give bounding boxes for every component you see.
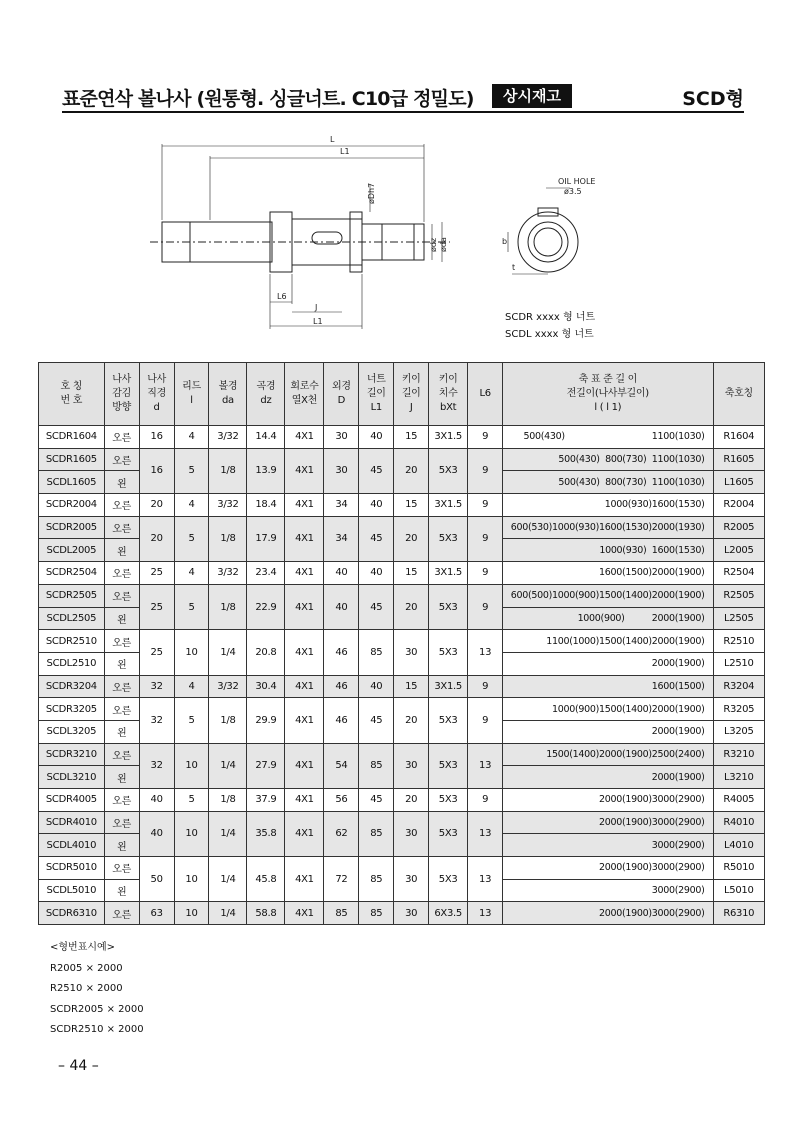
- cell-shaft: L3210: [713, 766, 764, 789]
- cell-std-length: 2000(1900)3000(2900): [503, 789, 714, 812]
- cell-hand: 왼: [104, 879, 139, 902]
- page-header: [62, 84, 744, 110]
- cell-da: 1/4: [209, 743, 247, 788]
- cell-std-length: 1600(1500): [503, 675, 714, 698]
- cell-code: SCDL1605: [39, 471, 105, 494]
- cell-std-length: 1500(1400)2000(1900)2500(2400): [503, 743, 714, 766]
- cell-code: SCDR4010: [39, 811, 105, 834]
- example-item: R2510 × 2000: [50, 983, 123, 994]
- cell-l6: 13: [468, 902, 503, 925]
- cell-l6: 9: [468, 448, 503, 493]
- table-row: [39, 516, 765, 539]
- table-row: [39, 448, 765, 471]
- cell-hand: 오른: [104, 698, 139, 721]
- cell-d: 32: [139, 698, 174, 743]
- cell-j: 15: [394, 675, 429, 698]
- cell-cir: 4X1: [285, 902, 324, 925]
- cell-code: SCDR3204: [39, 675, 105, 698]
- cell-bt: 6X3.5: [429, 902, 468, 925]
- table-row: [39, 789, 765, 812]
- cell-d: 16: [139, 426, 174, 449]
- cell-dz: 13.9: [247, 448, 285, 493]
- cell-j: 15: [394, 494, 429, 517]
- cell-shaft: L2505: [713, 607, 764, 630]
- cell-std-length: 500(430) 800(730) 1100(1030): [503, 448, 714, 471]
- dim-b: b: [502, 237, 508, 246]
- dim-D: øDh7: [367, 182, 376, 204]
- th-keylen: 키이 길이 J: [394, 363, 429, 426]
- cell-code: SCDR5010: [39, 857, 105, 880]
- cell-j: 30: [394, 743, 429, 788]
- table-row: [39, 494, 765, 517]
- cell-j: 20: [394, 584, 429, 629]
- cell-std-length: 3000(2900): [503, 834, 714, 857]
- cell-da: 1/4: [209, 902, 247, 925]
- cell-l1: 85: [359, 743, 394, 788]
- cell-shaft: R5010: [713, 857, 764, 880]
- cell-bt: 3X1.5: [429, 675, 468, 698]
- cell-da: 1/8: [209, 789, 247, 812]
- th-hand: 나사 감김 방향: [104, 363, 139, 426]
- cell-d: 25: [139, 562, 174, 585]
- cell-hand: 왼: [104, 539, 139, 562]
- cell-l1: 45: [359, 698, 394, 743]
- cell-da: 1/8: [209, 584, 247, 629]
- cell-l6: 9: [468, 426, 503, 449]
- cell-hand: 오른: [104, 516, 139, 539]
- cell-d: 32: [139, 743, 174, 788]
- nut-caption-r: SCDR xxxx 형 너트: [505, 312, 596, 323]
- cell-l1: 40: [359, 494, 394, 517]
- cell-hand: 오른: [104, 630, 139, 653]
- cell-std-length: 1000(930)1600(1530): [503, 494, 714, 517]
- cell-hand: 오른: [104, 426, 139, 449]
- page-number: – 44 –: [58, 1058, 99, 1074]
- cell-cir: 4X1: [285, 675, 324, 698]
- cell-lead: 10: [174, 743, 209, 788]
- dim-dz: ødz: [429, 237, 438, 252]
- cell-code: SCDR3205: [39, 698, 105, 721]
- table-row: [39, 584, 765, 607]
- dim-J: J: [315, 303, 318, 312]
- cell-std-length: 1600(1500)2000(1900): [503, 562, 714, 585]
- cell-cir: 4X1: [285, 516, 324, 561]
- cell-std-length: 600(500)1000(900)1500(1400)2000(1900): [503, 584, 714, 607]
- cell-l6: 13: [468, 743, 503, 788]
- cell-cir: 4X1: [285, 743, 324, 788]
- table-row: [39, 426, 765, 449]
- cell-bt: 5X3: [429, 584, 468, 629]
- page-title: 표준연삭 볼나사 (원통형. 싱글너트. C10급 정밀도): [62, 88, 474, 110]
- cell-code: SCDL2510: [39, 652, 105, 675]
- cell-std-length: 2000(1900)3000(2900): [503, 902, 714, 925]
- cell-d: 40: [324, 562, 359, 585]
- table-row: [39, 902, 765, 925]
- cell-code: SCDL3210: [39, 766, 105, 789]
- cell-code: SCDR2005: [39, 516, 105, 539]
- cell-shaft: R3204: [713, 675, 764, 698]
- dim-t: t: [512, 263, 516, 272]
- cell-hand: 오른: [104, 675, 139, 698]
- cell-hand: 오른: [104, 902, 139, 925]
- cell-hand: 왼: [104, 607, 139, 630]
- cell-d: 20: [139, 516, 174, 561]
- cell-std-length: 2000(1900): [503, 766, 714, 789]
- cell-d: 54: [324, 743, 359, 788]
- table-row: [39, 698, 765, 721]
- cell-code: SCDR2004: [39, 494, 105, 517]
- cell-d: 32: [139, 675, 174, 698]
- cell-std-length: 1000(900) 2000(1900): [503, 607, 714, 630]
- cell-cir: 4X1: [285, 811, 324, 856]
- cell-hand: 왼: [104, 766, 139, 789]
- cell-dz: 14.4: [247, 426, 285, 449]
- cell-cir: 4X1: [285, 698, 324, 743]
- cell-code: SCDR2505: [39, 584, 105, 607]
- cell-code: SCDR6310: [39, 902, 105, 925]
- cell-da: 3/32: [209, 494, 247, 517]
- cell-l1: 85: [359, 902, 394, 925]
- cell-shaft: R2504: [713, 562, 764, 585]
- cell-bt: 5X3: [429, 698, 468, 743]
- cell-da: 1/4: [209, 857, 247, 902]
- cell-bt: 5X3: [429, 516, 468, 561]
- cell-shaft: L1605: [713, 471, 764, 494]
- cell-bt: 5X3: [429, 448, 468, 493]
- cell-d: 40: [324, 584, 359, 629]
- cell-d: 25: [139, 630, 174, 675]
- cell-std-length: 500(430) 800(730) 1100(1030): [503, 471, 714, 494]
- dim-da: øda: [439, 237, 448, 252]
- th-od: 외경 D: [324, 363, 359, 426]
- cell-code: SCDL2505: [39, 607, 105, 630]
- cell-dz: 17.9: [247, 516, 285, 561]
- cell-da: 3/32: [209, 675, 247, 698]
- cell-hand: 오른: [104, 811, 139, 834]
- cell-d: 40: [139, 811, 174, 856]
- cell-d: 46: [324, 698, 359, 743]
- cell-cir: 4X1: [285, 448, 324, 493]
- header-rule: [62, 111, 744, 113]
- example-item: R2005 × 2000: [50, 962, 123, 974]
- cell-code: SCDL2005: [39, 539, 105, 562]
- table-row: [39, 630, 765, 653]
- cell-d: 50: [139, 857, 174, 902]
- cell-std-length: 2000(1900): [503, 720, 714, 743]
- cell-code: SCDR2510: [39, 630, 105, 653]
- cell-cir: 4X1: [285, 630, 324, 675]
- cell-lead: 5: [174, 584, 209, 629]
- cell-hand: 왼: [104, 652, 139, 675]
- cell-j: 30: [394, 902, 429, 925]
- cell-code: SCDR1605: [39, 448, 105, 471]
- cell-cir: 4X1: [285, 584, 324, 629]
- cell-j: 20: [394, 448, 429, 493]
- cell-dz: 27.9: [247, 743, 285, 788]
- cell-lead: 5: [174, 516, 209, 561]
- th-dia: 나사 직경 d: [139, 363, 174, 426]
- cell-shaft: L4010: [713, 834, 764, 857]
- cell-lead: 10: [174, 902, 209, 925]
- cell-l6: 13: [468, 811, 503, 856]
- cell-d: 30: [324, 448, 359, 493]
- cell-da: 1/8: [209, 516, 247, 561]
- stock-badge: 상시재고: [492, 84, 572, 108]
- cell-d: 16: [139, 448, 174, 493]
- cell-l1: 40: [359, 675, 394, 698]
- cell-da: 1/4: [209, 811, 247, 856]
- cell-l1: 40: [359, 426, 394, 449]
- example-item: SCDR2005 × 2000: [50, 1003, 144, 1015]
- cell-shaft: L5010: [713, 879, 764, 902]
- cell-dz: 29.9: [247, 698, 285, 743]
- cell-lead: 4: [174, 426, 209, 449]
- cell-shaft: R1605: [713, 448, 764, 471]
- cell-j: 20: [394, 516, 429, 561]
- cell-hand: 오른: [104, 584, 139, 607]
- cell-shaft: R6310: [713, 902, 764, 925]
- cell-hand: 오른: [104, 857, 139, 880]
- cell-bt: 5X3: [429, 789, 468, 812]
- cell-dz: 20.8: [247, 630, 285, 675]
- cell-da: 3/32: [209, 426, 247, 449]
- cell-l1: 40: [359, 562, 394, 585]
- cell-d: 40: [139, 789, 174, 812]
- cell-shaft: R3205: [713, 698, 764, 721]
- th-code: 호 칭 번 호: [39, 363, 105, 426]
- cell-code: SCDL4010: [39, 834, 105, 857]
- th-keysize: 키이 치수 bXt: [429, 363, 468, 426]
- cell-d: 62: [324, 811, 359, 856]
- cell-d: 72: [324, 857, 359, 902]
- cell-lead: 10: [174, 630, 209, 675]
- cell-shaft: R2505: [713, 584, 764, 607]
- cell-code: SCDR2504: [39, 562, 105, 585]
- dim-L1: L1: [340, 147, 350, 156]
- cell-l1: 45: [359, 789, 394, 812]
- cell-l6: 9: [468, 494, 503, 517]
- cell-std-length: 2000(1900): [503, 652, 714, 675]
- cell-bt: 3X1.5: [429, 494, 468, 517]
- th-nutlen: 너트 길이 L1: [359, 363, 394, 426]
- cell-std-length: 1000(930) 1600(1530): [503, 539, 714, 562]
- cell-shaft: L2510: [713, 652, 764, 675]
- cell-bt: 5X3: [429, 857, 468, 902]
- cell-lead: 4: [174, 494, 209, 517]
- oil-hole-label: OIL HOLE: [558, 177, 596, 186]
- cell-bt: 3X1.5: [429, 426, 468, 449]
- cell-j: 30: [394, 630, 429, 675]
- th-root: 곡경 dz: [247, 363, 285, 426]
- cell-d: 63: [139, 902, 174, 925]
- th-shaft: 축호칭: [713, 363, 764, 426]
- cell-dz: 58.8: [247, 902, 285, 925]
- cell-dz: 22.9: [247, 584, 285, 629]
- cell-l1: 85: [359, 857, 394, 902]
- cell-hand: 오른: [104, 789, 139, 812]
- cell-dz: 37.9: [247, 789, 285, 812]
- designation-examples: [50, 938, 144, 1041]
- table-row: [39, 811, 765, 834]
- cell-d: 46: [324, 630, 359, 675]
- cell-dz: 30.4: [247, 675, 285, 698]
- cell-j: 30: [394, 811, 429, 856]
- th-lead: 리드 l: [174, 363, 209, 426]
- cell-lead: 5: [174, 448, 209, 493]
- cell-j: 30: [394, 857, 429, 902]
- cell-std-length: 3000(2900): [503, 879, 714, 902]
- spec-table: [38, 362, 765, 925]
- cell-l6: 9: [468, 584, 503, 629]
- cell-shaft: R4010: [713, 811, 764, 834]
- cell-bt: 5X3: [429, 630, 468, 675]
- cell-l6: 13: [468, 630, 503, 675]
- cell-dz: 23.4: [247, 562, 285, 585]
- cell-dz: 18.4: [247, 494, 285, 517]
- cell-shaft: R1604: [713, 426, 764, 449]
- dim-L1-bottom: L1: [313, 317, 323, 326]
- cell-j: 15: [394, 426, 429, 449]
- cell-d: 34: [324, 516, 359, 561]
- examples-heading: <형번표시예>: [50, 942, 116, 953]
- cell-hand: 오른: [104, 494, 139, 517]
- cell-l6: 9: [468, 675, 503, 698]
- cell-lead: 4: [174, 562, 209, 585]
- cell-l1: 85: [359, 811, 394, 856]
- cell-code: SCDR4005: [39, 789, 105, 812]
- cell-code: SCDL5010: [39, 879, 105, 902]
- cell-hand: 왼: [104, 720, 139, 743]
- cell-hand: 오른: [104, 562, 139, 585]
- model-label: SCD형: [682, 88, 744, 110]
- cell-d: 46: [324, 675, 359, 698]
- cell-code: SCDL3205: [39, 720, 105, 743]
- cell-std-length: 2000(1900)3000(2900): [503, 857, 714, 880]
- cell-j: 20: [394, 789, 429, 812]
- cell-d: 20: [139, 494, 174, 517]
- cell-l1: 45: [359, 516, 394, 561]
- cell-hand: 오른: [104, 448, 139, 471]
- cell-shaft: R2510: [713, 630, 764, 653]
- cell-cir: 4X1: [285, 494, 324, 517]
- cell-da: 1/8: [209, 698, 247, 743]
- cell-l6: 13: [468, 857, 503, 902]
- cell-l6: 9: [468, 516, 503, 561]
- cell-shaft: R3210: [713, 743, 764, 766]
- cell-shaft: L2005: [713, 539, 764, 562]
- cell-da: 1/8: [209, 448, 247, 493]
- cell-d: 56: [324, 789, 359, 812]
- cell-l1: 45: [359, 584, 394, 629]
- cell-shaft: L3205: [713, 720, 764, 743]
- cell-bt: 3X1.5: [429, 562, 468, 585]
- cell-bt: 5X3: [429, 743, 468, 788]
- cell-dz: 35.8: [247, 811, 285, 856]
- table-header-row: [39, 363, 765, 426]
- cell-l1: 45: [359, 448, 394, 493]
- cell-l6: 9: [468, 698, 503, 743]
- cell-std-length: 2000(1900)3000(2900): [503, 811, 714, 834]
- cell-std-length: 600(530)1000(930)1600(1530)2000(1930): [503, 516, 714, 539]
- cell-shaft: R2005: [713, 516, 764, 539]
- cell-hand: 오른: [104, 743, 139, 766]
- cell-l6: 9: [468, 789, 503, 812]
- cell-d: 25: [139, 584, 174, 629]
- cell-cir: 4X1: [285, 426, 324, 449]
- cell-std-length: 500(430) 1100(1030): [503, 426, 714, 449]
- dim-L: L: [330, 135, 335, 144]
- cell-code: SCDR3210: [39, 743, 105, 766]
- table-row: [39, 675, 765, 698]
- cell-hand: 왼: [104, 471, 139, 494]
- cell-shaft: R2004: [713, 494, 764, 517]
- cell-da: 1/4: [209, 630, 247, 675]
- th-l6: L6: [468, 363, 503, 426]
- cell-lead: 10: [174, 811, 209, 856]
- cell-dz: 45.8: [247, 857, 285, 902]
- cell-da: 3/32: [209, 562, 247, 585]
- cell-std-length: 1100(1000)1500(1400)2000(1900): [503, 630, 714, 653]
- cell-cir: 4X1: [285, 857, 324, 902]
- table-row: [39, 743, 765, 766]
- table-row: [39, 857, 765, 880]
- cell-d: 30: [324, 426, 359, 449]
- cell-hand: 왼: [104, 834, 139, 857]
- cell-l1: 85: [359, 630, 394, 675]
- cell-code: SCDR1604: [39, 426, 105, 449]
- cell-d: 34: [324, 494, 359, 517]
- cell-shaft: R4005: [713, 789, 764, 812]
- cell-lead: 10: [174, 857, 209, 902]
- dim-L6: L6: [277, 292, 287, 301]
- cell-lead: 5: [174, 698, 209, 743]
- cell-l6: 9: [468, 562, 503, 585]
- cell-cir: 4X1: [285, 789, 324, 812]
- th-circuits: 회로수 열X천: [285, 363, 324, 426]
- oil-hole-dia: ø3.5: [564, 187, 582, 196]
- nut-caption-l: SCDL xxxx 형 너트: [505, 329, 594, 340]
- th-std-len: 축 표 준 길 이 전길이(나사부길이) l ( l 1): [503, 363, 714, 426]
- cell-bt: 5X3: [429, 811, 468, 856]
- th-ball: 볼경 da: [209, 363, 247, 426]
- cell-cir: 4X1: [285, 562, 324, 585]
- example-item: SCDR2510 × 2000: [50, 1024, 144, 1035]
- table-row: [39, 562, 765, 585]
- cell-lead: 4: [174, 675, 209, 698]
- cell-std-length: 1000(900)1500(1400)2000(1900): [503, 698, 714, 721]
- cell-d: 85: [324, 902, 359, 925]
- cell-lead: 5: [174, 789, 209, 812]
- cell-j: 20: [394, 698, 429, 743]
- cell-j: 15: [394, 562, 429, 585]
